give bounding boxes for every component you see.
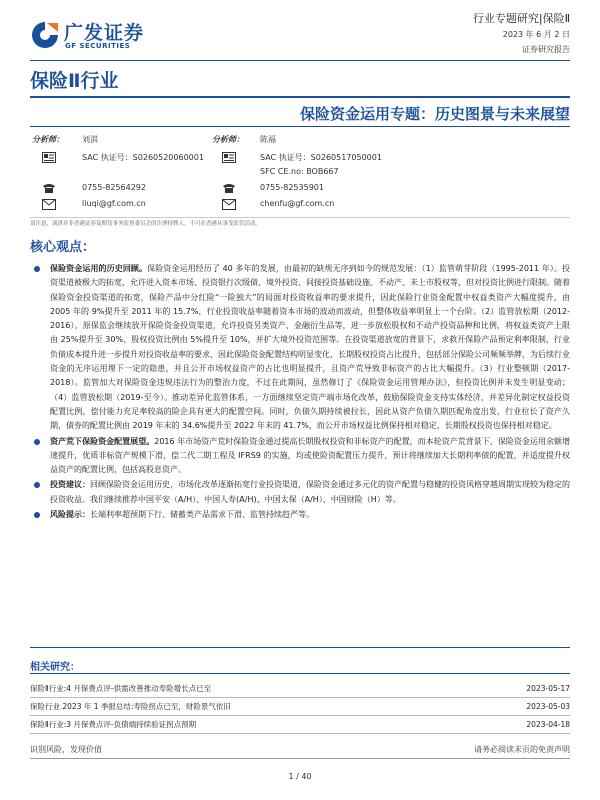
bullet-title: 投资建议： xyxy=(50,480,90,490)
related-item[interactable] xyxy=(30,680,570,698)
logo-text-cn: 广发证券 xyxy=(64,22,145,44)
related-title[interactable]: 保险行业 2023 年 1 季报总结:寿险拐点已至，财险景气依旧 xyxy=(30,702,231,711)
analyst-phone: 0755-82535901 xyxy=(260,183,324,192)
bullet-text: 长端利率超预期下行、储蓄类产品需求下滑、监管持续趋严等。 xyxy=(90,510,314,520)
contact-divider xyxy=(30,217,570,218)
related-title[interactable]: 保险Ⅱ行业:4 月保费点评-供需改善推动寿险增长点已至 xyxy=(30,684,212,693)
bullet-title: 资产荒下保险资金配置展望。 xyxy=(50,436,155,446)
title-divider xyxy=(30,96,570,98)
bullet-advice xyxy=(32,478,570,507)
related-date: 2023-05-17 xyxy=(526,684,570,693)
bullet-history xyxy=(32,262,570,434)
bullet-text: 回顾保险资金运用历史，市场化改革逐渐拓宽行业投资渠道，保险资金通过多元化的资产配置与稳健的投资风格穿越周期实现较为稳定的投资收益。我们继续推荐中国平安（A/H）、中国人寿(A/H)、中国太保（A/H）、中国财险（H）等。 xyxy=(50,480,570,504)
analyst-sac: SAC 执证号：S0260520060001 xyxy=(82,153,204,162)
id-card-icon xyxy=(222,152,236,163)
related-item[interactable] xyxy=(30,716,570,734)
core-bullets xyxy=(32,262,570,523)
footer-divider xyxy=(30,758,570,759)
id-card-icon xyxy=(42,152,56,163)
analyst-divider xyxy=(30,126,570,127)
phone-icon xyxy=(222,183,236,194)
related-date: 2023-04-18 xyxy=(526,720,570,729)
bullet-text: 保险资金运用经历了 40 多年的发展，由最初的缺规无序到如今的规范发展：（1）监管萌芽阶段（1995-2011 年）。投资渠道被极大的拓宽，允许进入资本市场、投资银行次级债、境外投资、间接投资基础设施、不动产、未上市股权等，但对投资比例进行限制。随着保险资金投资渠道的拓宽，保险产品中分红险“一险独大”的局面对投资收益率的要求提升，因此保险行业资金配置中权益类资产大幅度提升，由 2005 年的 9%提升至 2011 年的 15.7%，行业投资收益率随着资本市场的波动而波动，但整体收益率明显上一个台阶。（2）监管放松期（2012-2016）。原保监会继续放开保险资金投资渠道，允许投资另类资产、金融衍生品等，进一步放松股权和不动产投资品种和比例，将权益类资产上限由 25%提升至 30%、股权投资比例由 5%提升至 10%，并扩大境外投资范围等。在投资渠道放宽的背景下，求救开保险产品预定利率限制，行业负债成本提升进一步提升对投资收益率的要求，因此保险资金配置结构明显变化，长期股权投资占比提升，包括部分保险公司频频举牌，为后续行业资金的无序运用埋下一定的隐患，并且公开市场权益资产的占比也明显提升，且资产荒导致非标资产的占比大幅提升。（3）行业整顿期（2017-2018）。监管加大对保险资金违规违法行为的整治力度，不过在此期间，虽然修订了《保险资金运用管理办法》，但投资比例并未发生明显变动；（4）监管放松期（2019-至今）。推动差异化监管体系，一方面继续坚定资产端市场化改革，鼓励保险资金支持实体经济，并差异化制定权益投资配置比例，偿付能力充足率较高的险企具有更大的配置空间。同时，负债久期持续被拉长，因此从资产负债久期匹配角度出发，行业拉长了资产久期，债券的配置比例由 2019 年末的 34.6%提升至 2022 年末的 41.7%，而公开市场权益比例保持相对稳定，长期股权投资也保持相对稳定。 xyxy=(50,264,571,431)
footer-disclaimer: 请务必阅读末页的免责声明 xyxy=(474,745,570,754)
industry-title: 保险Ⅱ行业 xyxy=(30,70,119,92)
core-heading: 核心观点： xyxy=(30,240,96,255)
analyst-email[interactable]: chenfu@gf.com.cn xyxy=(260,199,335,208)
mail-icon xyxy=(42,199,56,210)
bullet-risk xyxy=(32,508,570,522)
related-heading-divider xyxy=(30,673,570,674)
footer-slogan: 识别风险，发现价值 xyxy=(30,745,102,754)
bullet-text: 2016 年市场资产荒时保险资金通过提高长期股权投资和非标资产的配置，而本轮资产荒背景下，保险资金运用余额增速提升，优质非标资产规模下滑，偿二代二期工程及 IFRS9 的实施，均或使险资配置压力提升，预计将继续加大长期利率债的配置，并适度提升权益资产的配置比例，包括高股息资产。 xyxy=(50,436,570,475)
analyst-name: 陈福 xyxy=(260,135,276,144)
related-list xyxy=(30,680,570,734)
bullet-title: 风险提示： xyxy=(50,510,90,520)
related-top-divider xyxy=(30,647,570,648)
related-title[interactable]: 保险Ⅱ行业:3 月保费点评-负债端持续验证拐点预期 xyxy=(30,720,197,729)
report-date: 2023 年 6 月 2 日 xyxy=(502,30,570,39)
analyst-label: 分析师： xyxy=(32,135,64,144)
analyst-phone: 0755-82564292 xyxy=(82,183,146,192)
bullet-title: 保险资金运用的历史回顾。 xyxy=(50,264,148,273)
report-type: 行业专题研究|保险Ⅱ xyxy=(472,12,570,25)
analyst-sac: SAC 执证号：S0260517050001 xyxy=(260,153,382,162)
analyst-name: 刘淇 xyxy=(82,135,98,144)
related-date: 2023-05-03 xyxy=(526,702,570,711)
mail-icon xyxy=(222,199,236,210)
report-title: 保险资金运用专题：历史图景与未来展望 xyxy=(299,105,570,123)
report-kind: 证券研究报告 xyxy=(522,45,570,54)
gf-logo-mark xyxy=(30,20,60,50)
analyst-email[interactable]: liuqi@gf.com.cn xyxy=(82,199,146,208)
analyst-sfc: SFC CE.no: BOB667 xyxy=(260,167,339,176)
analyst-disclaimer: 请注意，刘淇并非香港证券及期货事务监察委员会的注册持牌人，不可在香港从事受监管活动。 xyxy=(30,221,262,227)
header-divider xyxy=(30,60,570,61)
phone-icon xyxy=(42,183,56,194)
bullet-outlook xyxy=(32,435,570,478)
related-item[interactable] xyxy=(30,698,570,716)
page-number: 1 / 40 xyxy=(288,772,312,781)
related-heading: 相关研究： xyxy=(30,662,80,673)
logo-text-en: GF SECURITIES xyxy=(65,42,131,50)
analyst-label: 分析师： xyxy=(212,135,244,144)
